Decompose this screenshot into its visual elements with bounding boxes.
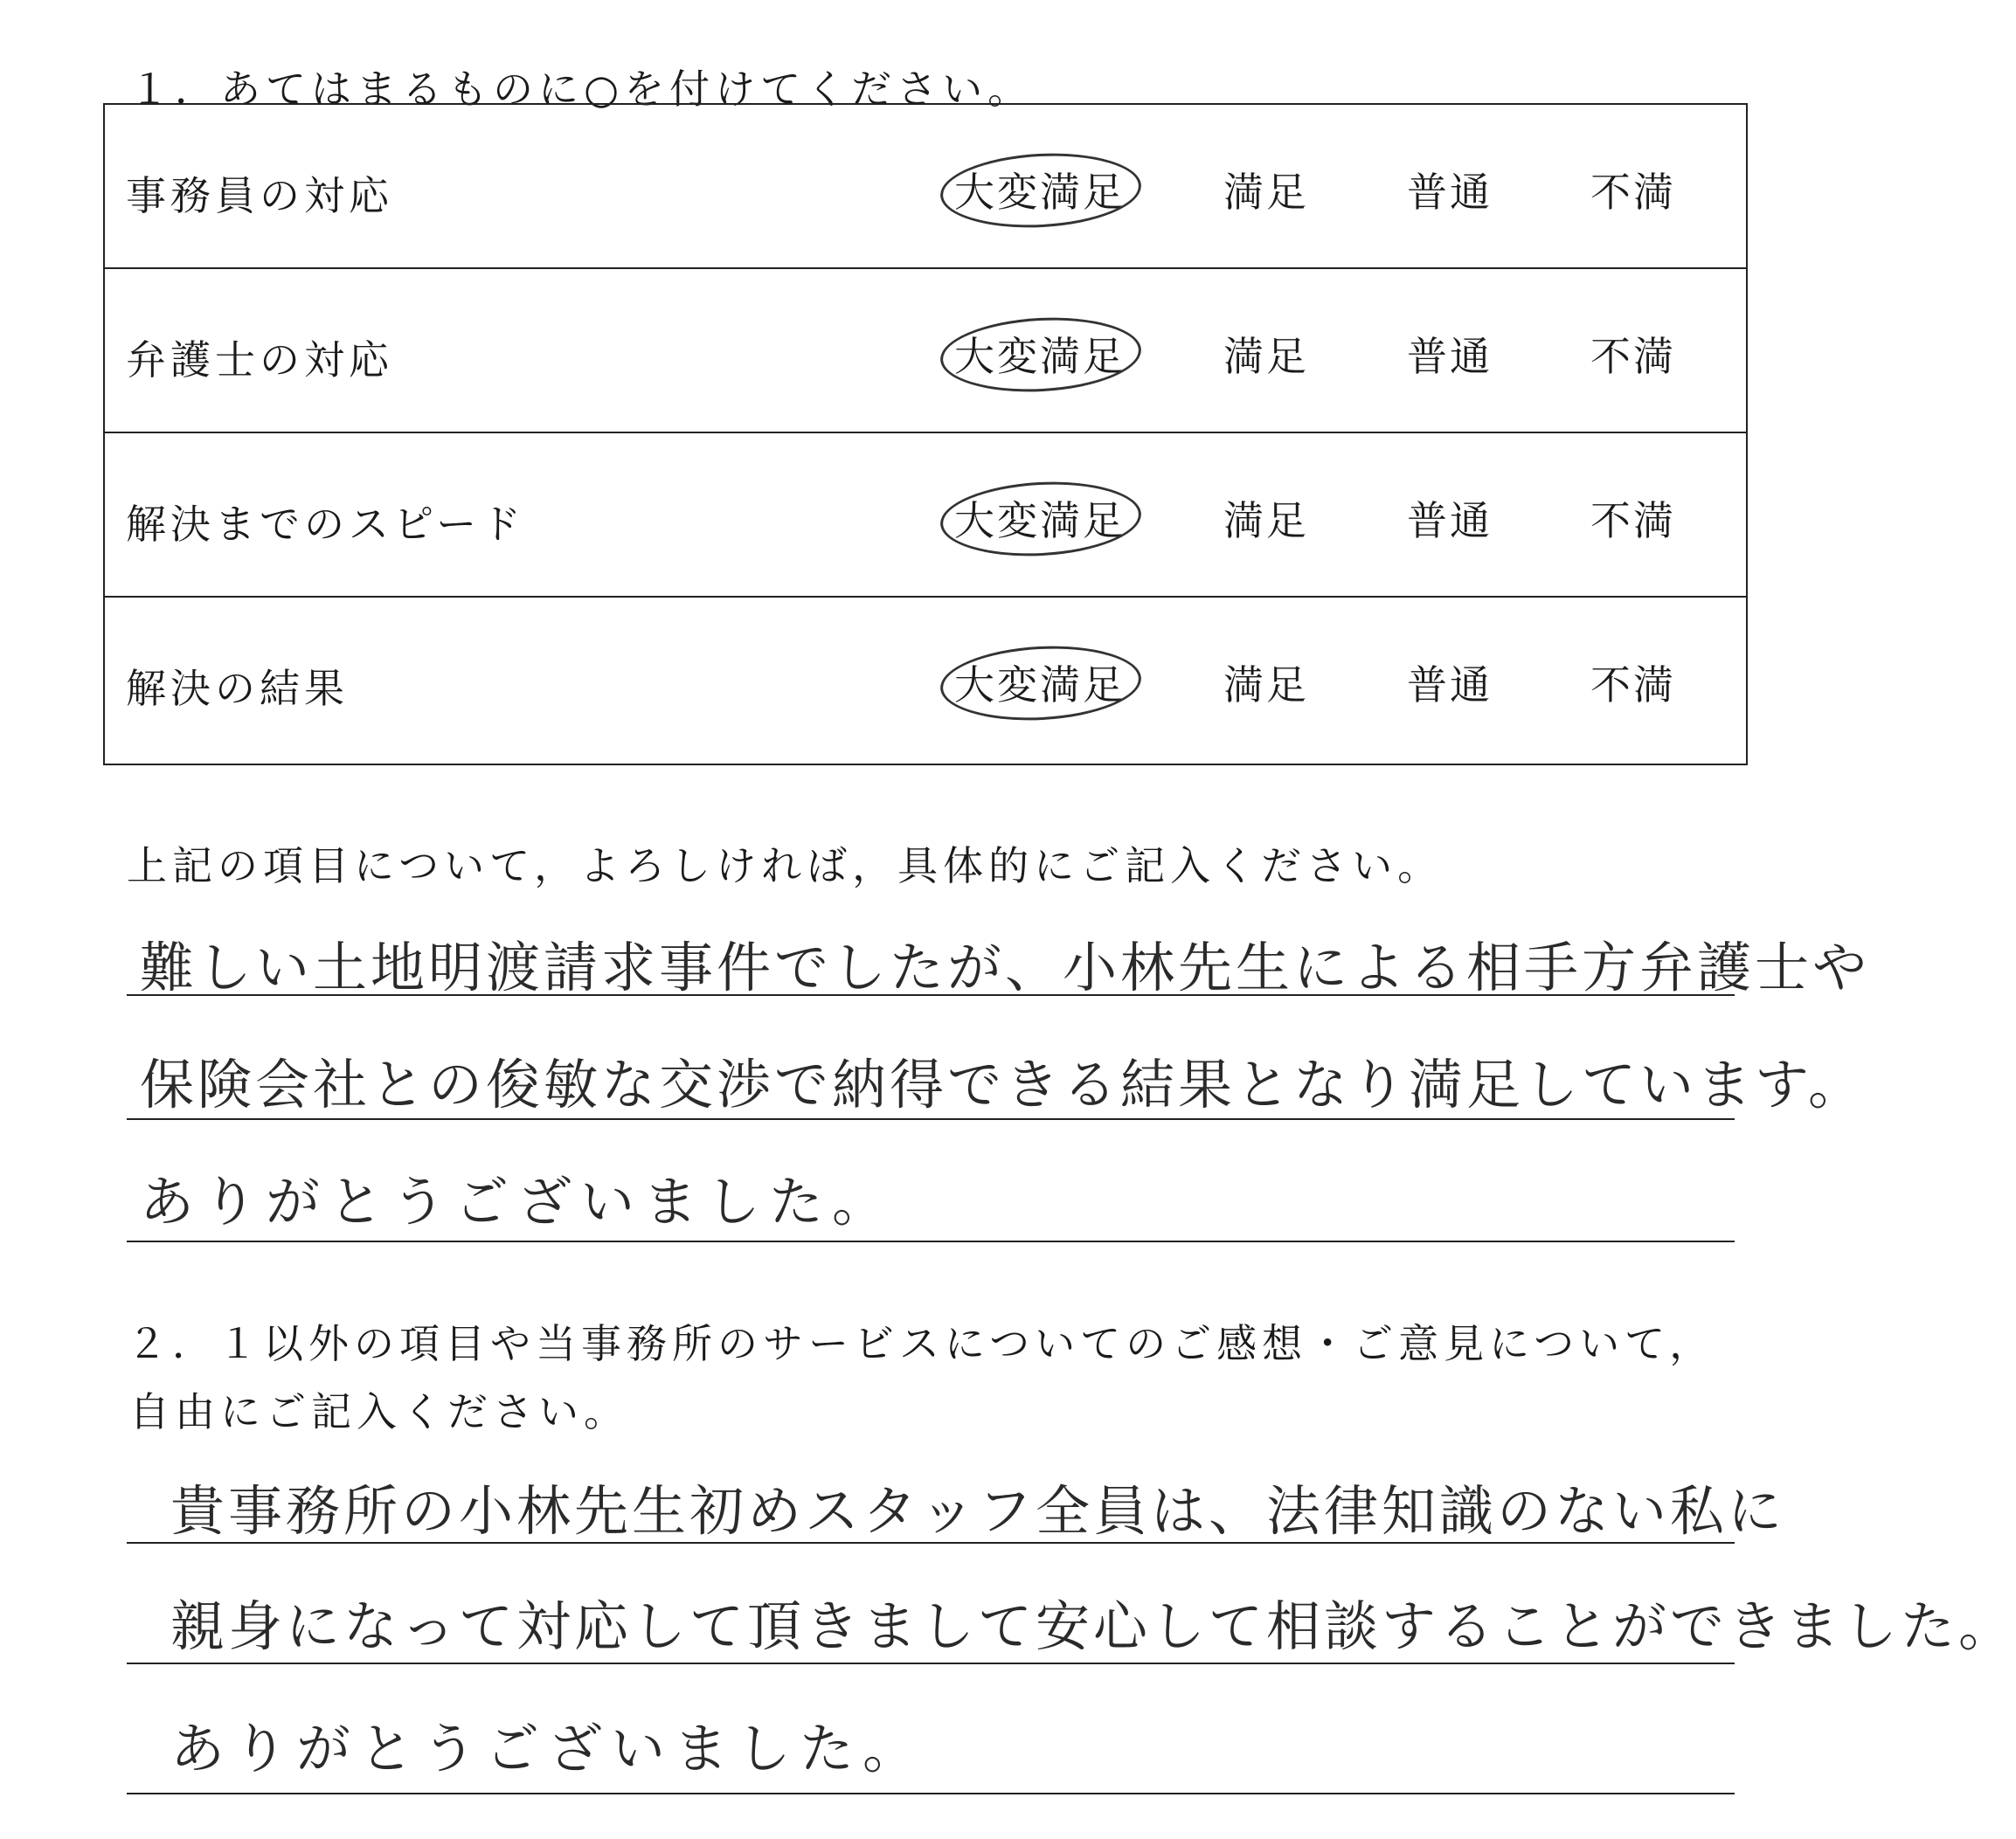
row-label: 解決の結果 [126, 665, 349, 712]
row-label: 事務員の対応 [126, 172, 393, 219]
question-2-heading: ２．１以外の項目や当事務所のサービスについてのご感想・ご意見について， [127, 1320, 1715, 1367]
option-satisfied[interactable]: 満足 [1223, 333, 1309, 380]
option-dissatisfied[interactable]: 不満 [1590, 169, 1676, 216]
option-dissatisfied[interactable]: 不満 [1590, 661, 1676, 709]
option-very-satisfied[interactable]: 大変満足 [954, 653, 1126, 711]
writing-line [127, 1793, 1735, 1794]
option-average[interactable]: 普通 [1407, 333, 1493, 380]
row-label: 弁護士の対応 [126, 336, 393, 384]
option-dissatisfied[interactable]: 不満 [1590, 497, 1676, 544]
question-2-heading-continued: 自由にご記入ください。 [129, 1388, 629, 1435]
option-satisfied[interactable]: 満足 [1223, 661, 1309, 709]
writing-line [127, 1542, 1735, 1544]
writing-line [127, 1241, 1735, 1242]
rating-row-staff [105, 105, 1746, 269]
option-very-satisfied[interactable]: 大変満足 [954, 161, 1126, 218]
rating-row-result [105, 598, 1746, 764]
handwritten-comment-line: 保険会社との俊敏な交渉で納得できる結果となり満足しています。 [140, 1053, 1867, 1117]
option-very-satisfied[interactable]: 大変満足 [954, 325, 1126, 383]
option-dissatisfied[interactable]: 不満 [1590, 333, 1676, 380]
option-average[interactable]: 普通 [1407, 497, 1493, 544]
writing-line [127, 1663, 1735, 1664]
handwritten-comment-line: 難しい土地明渡請求事件でしたが、小林先生による相手方弁護士や [140, 936, 1871, 999]
handwritten-comment-line: 貴事務所の小林先生初めスタッフ全員は、法律知識のない私に [170, 1479, 1786, 1543]
rating-table [103, 103, 1748, 765]
option-satisfied[interactable]: 満足 [1223, 497, 1309, 544]
option-very-satisfied[interactable]: 大変満足 [954, 489, 1126, 547]
option-average[interactable]: 普通 [1407, 661, 1493, 709]
comment-prompt: 上記の項目について，よろしければ，具体的にご記入ください。 [127, 842, 1444, 889]
writing-line [127, 994, 1735, 996]
rating-row-speed [105, 433, 1746, 598]
question-1-heading: １．あてはまるものに○を付けてください。 [129, 66, 1034, 113]
writing-line [127, 1118, 1735, 1120]
option-average[interactable]: 普通 [1407, 169, 1493, 216]
handwritten-comment-line: ありがとうございました。 [170, 1717, 926, 1780]
handwritten-comment-line: 親身になって対応して頂きまして安心して相談することができました。 [170, 1594, 2016, 1658]
rating-row-lawyer [105, 269, 1746, 433]
handwritten-comment-line: ありがとうございました。 [140, 1170, 896, 1234]
row-label: 解決までのスピード [126, 501, 526, 548]
option-satisfied[interactable]: 満足 [1223, 169, 1309, 216]
